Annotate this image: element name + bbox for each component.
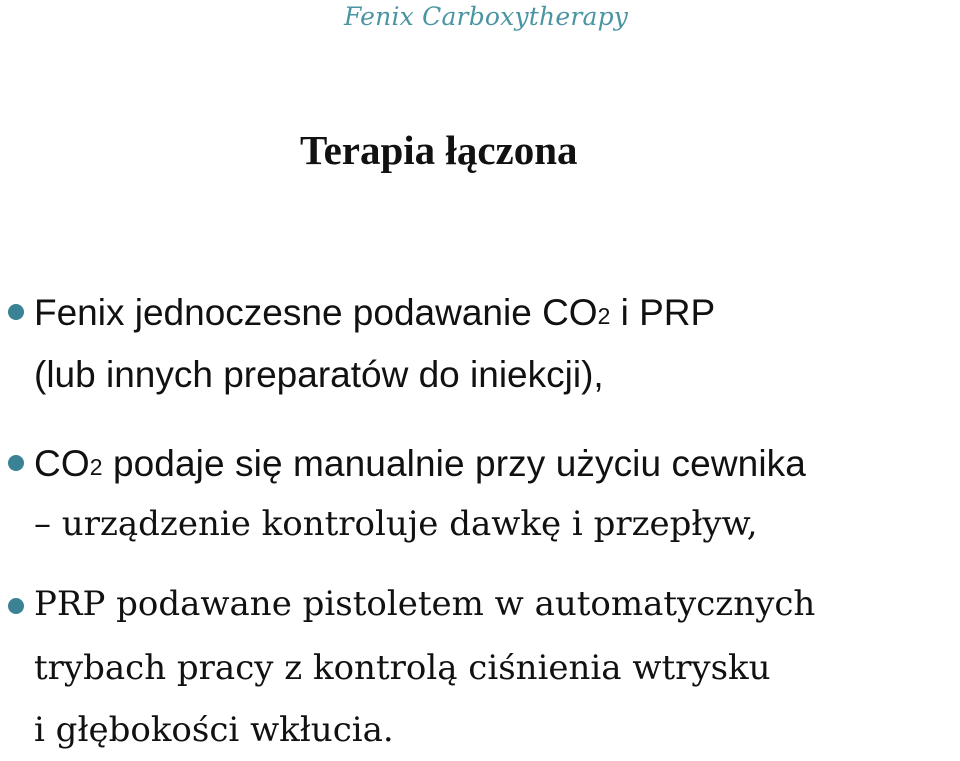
bullet-1-line-2: (lub innych preparatów do iniekcji), — [34, 354, 604, 395]
bullet-2-line-2: – urządzenie kontroluje dawkę i przepływ, — [34, 504, 758, 544]
bullet-1-line-1-subscript: 2 — [597, 302, 611, 329]
slide-title: Terapia łączona — [300, 127, 578, 173]
bullet-3-line-2: trybach pracy z kontrolą ciśnienia wtrysku — [34, 648, 771, 688]
bullet-dot-icon — [8, 598, 24, 614]
bullet-dot-icon — [8, 304, 24, 320]
bullet-1-line-1-post: i PRP — [610, 292, 716, 333]
bullet-2-line-1 — [34, 443, 806, 485]
brand-logo-text: Fenix Carboxytherapy — [344, 2, 629, 31]
bullet-2-line-1-pre: CO — [34, 443, 90, 484]
bullet-3-line-3: i głębokości wkłucia. — [34, 710, 394, 750]
bullet-2-line-1-post: podaje się manualnie przy użyciu cewnika — [102, 443, 806, 484]
bullet-1-line-1-pre: Fenix jednoczesne podawanie CO — [34, 292, 598, 333]
bullet-3-line-1: PRP podawane pistoletem w automatycznych — [34, 584, 816, 624]
bullet-2-line-1-subscript: 2 — [89, 453, 103, 480]
bullet-1-line-1 — [34, 292, 715, 334]
bullet-dot-icon — [8, 455, 24, 471]
